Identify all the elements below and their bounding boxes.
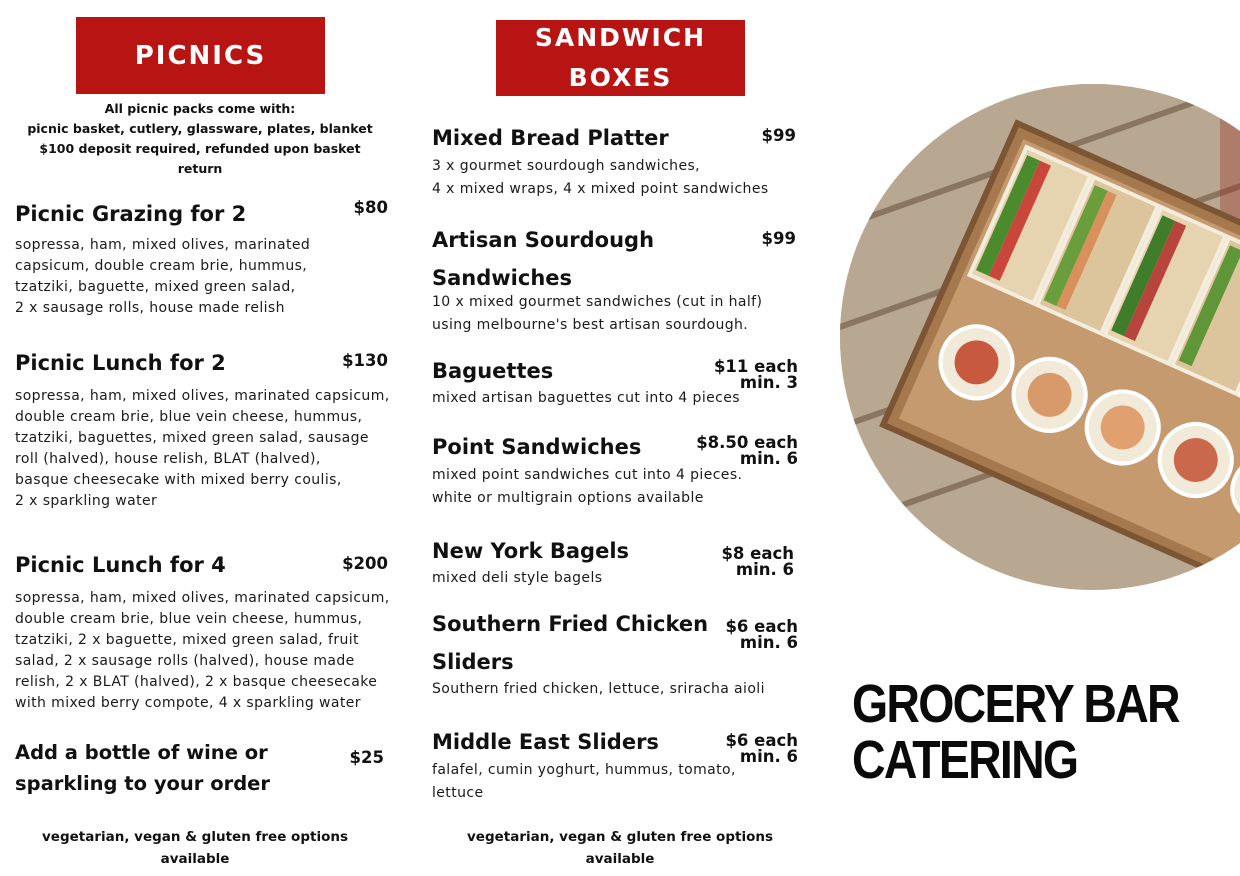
desc-line: mixed point sandwiches cut into 4 pieces. bbox=[432, 467, 743, 483]
desc-line: 3 x gourmet sourdough sandwiches, bbox=[432, 158, 700, 174]
desc-line: tzatziki, baguettes, mixed green salad, sausage bbox=[15, 430, 369, 446]
item-description bbox=[432, 464, 800, 510]
picnics-intro-line: picnic basket, cutlery, glassware, plates, blanket bbox=[27, 121, 373, 136]
sandwich-box-photo bbox=[840, 84, 1240, 590]
item-price bbox=[696, 435, 798, 467]
item-title bbox=[432, 221, 800, 297]
desc-line: with mixed berry compote, 4 x sparkling water bbox=[15, 695, 361, 711]
item-price: $99 bbox=[761, 126, 796, 145]
menu-item-artisan-sourdough bbox=[432, 221, 800, 337]
desc-line: sopressa, ham, mixed olives, marinated bbox=[15, 237, 311, 253]
price-line: min. 3 bbox=[739, 373, 798, 392]
desc-line: sopressa, ham, mixed olives, marinated capsicum, bbox=[15, 388, 390, 404]
menu-item-southern-fried-chicken-sliders bbox=[432, 605, 800, 700]
footnote-line: available bbox=[585, 851, 655, 867]
price-line: $8 each bbox=[721, 544, 794, 563]
desc-line: basque cheesecake with mixed berry coulis, bbox=[15, 472, 342, 488]
menu-item-picnic-lunch-2 bbox=[15, 344, 390, 512]
title-line: sparkling to your order bbox=[15, 772, 271, 795]
item-title: Baguettes bbox=[432, 359, 554, 383]
item-price: $99 bbox=[761, 229, 796, 248]
item-price bbox=[714, 359, 798, 391]
menu-item-picnic-grazing-2 bbox=[15, 195, 390, 319]
item-description bbox=[432, 155, 800, 201]
item-price bbox=[725, 619, 798, 651]
brand-wordmark bbox=[852, 676, 1179, 788]
item-price: $80 bbox=[353, 198, 388, 217]
item-price bbox=[721, 546, 794, 578]
desc-line: tzatziki, 2 x baguette, mixed green salad, fruit bbox=[15, 632, 359, 648]
item-description bbox=[432, 291, 800, 337]
desc-line: falafel, cumin yoghurt, hummus, tomato, bbox=[432, 762, 736, 778]
desc-line: tzatziki, baguette, mixed green salad, bbox=[15, 279, 296, 295]
price-line: min. 6 bbox=[735, 560, 794, 579]
sandwich-box-illustration bbox=[840, 84, 1240, 590]
item-title: Picnic Grazing for 2 bbox=[15, 202, 247, 226]
title-line: Sliders bbox=[432, 650, 514, 674]
price-line: $11 each bbox=[713, 357, 798, 376]
desc-line: roll (halved), house relish, BLAT (halved), bbox=[15, 451, 321, 467]
item-title: Mixed Bread Platter bbox=[432, 126, 669, 150]
sandwich-boxes-heading-banner bbox=[496, 20, 745, 96]
title-line: Add a bottle of wine or bbox=[15, 741, 268, 764]
desc-line: lettuce bbox=[432, 785, 484, 801]
desc-line: double cream brie, blue vein cheese, hummus, bbox=[15, 409, 363, 425]
sandwich-heading-line: SANDWICH bbox=[534, 23, 707, 52]
desc-line: 2 x sausage rolls, house made relish bbox=[15, 300, 285, 316]
item-price: $130 bbox=[342, 351, 388, 370]
item-title: New York Bagels bbox=[432, 539, 630, 563]
desc-line: mixed deli style bagels bbox=[432, 570, 603, 586]
menu-item-middle-east-sliders bbox=[432, 723, 800, 805]
price-line: min. 6 bbox=[739, 449, 798, 468]
title-line: Southern Fried Chicken bbox=[432, 612, 709, 636]
price-line: $6 each bbox=[725, 617, 798, 636]
picnics-footnote bbox=[30, 826, 360, 870]
desc-line: Southern fried chicken, lettuce, sriracha aioli bbox=[432, 681, 765, 697]
sandwich-heading-line: BOXES bbox=[568, 63, 673, 92]
picnics-intro bbox=[20, 99, 380, 179]
menu-item-baguettes bbox=[432, 352, 800, 409]
title-line: Artisan Sourdough bbox=[432, 228, 655, 252]
item-title bbox=[15, 737, 390, 799]
picnics-heading-banner bbox=[76, 17, 325, 94]
item-price: $25 bbox=[349, 748, 384, 767]
desc-line: double cream brie, blue vein cheese, hummus, bbox=[15, 611, 363, 627]
desc-line: 2 x sparkling water bbox=[15, 493, 158, 509]
desc-line: 10 x mixed gourmet sandwiches (cut in half) bbox=[432, 294, 763, 310]
picnics-heading: PICNICS bbox=[134, 40, 267, 71]
picnics-intro-line: $100 deposit required, refunded upon basket return bbox=[39, 141, 361, 176]
price-line: $6 each bbox=[725, 731, 798, 750]
desc-line: relish, 2 x BLAT (halved), 2 x basque cheesecake bbox=[15, 674, 378, 690]
item-title: Picnic Lunch for 2 bbox=[15, 351, 226, 375]
picnics-intro-line: All picnic packs come with: bbox=[104, 101, 296, 116]
item-description bbox=[15, 588, 390, 714]
menu-item-mixed-bread-platter bbox=[432, 119, 800, 201]
menu-item-point-sandwiches bbox=[432, 428, 800, 510]
desc-line: sopressa, ham, mixed olives, marinated capsicum, bbox=[15, 590, 390, 606]
item-price: $200 bbox=[342, 554, 388, 573]
desc-line: white or multigrain options available bbox=[432, 490, 704, 506]
price-line: $8.50 each bbox=[696, 433, 798, 452]
item-title: Middle East Sliders bbox=[432, 730, 659, 754]
menu-item-new-york-bagels bbox=[432, 532, 800, 589]
footnote-line: available bbox=[160, 851, 230, 867]
desc-line: 4 x mixed wraps, 4 x mixed point sandwiches bbox=[432, 181, 769, 197]
brand-line: GROCERY BAR bbox=[852, 674, 1179, 734]
menu-item-picnic-lunch-4 bbox=[15, 546, 390, 714]
sandwich-footnote bbox=[455, 826, 785, 870]
item-title: Picnic Lunch for 4 bbox=[15, 553, 226, 577]
item-price bbox=[725, 733, 798, 765]
price-line: min. 6 bbox=[739, 747, 798, 766]
desc-line: mixed artisan baguettes cut into 4 pieces bbox=[432, 390, 740, 406]
footnote-line: vegetarian, vegan & gluten free options bbox=[467, 829, 773, 845]
menu-item-wine-addon bbox=[15, 737, 390, 799]
desc-line: salad, 2 x sausage rolls (halved), house made bbox=[15, 653, 355, 669]
item-description bbox=[432, 679, 800, 700]
item-description bbox=[15, 386, 390, 512]
desc-line: capsicum, double cream brie, hummus, bbox=[15, 258, 308, 274]
footnote-line: vegetarian, vegan & gluten free options bbox=[42, 829, 348, 845]
item-description bbox=[15, 235, 390, 319]
brand-line: CATERING bbox=[852, 730, 1078, 790]
desc-line: using melbourne's best artisan sourdough. bbox=[432, 317, 749, 333]
price-line: min. 6 bbox=[739, 633, 798, 652]
item-title: Point Sandwiches bbox=[432, 435, 642, 459]
title-line: Sandwiches bbox=[432, 266, 573, 290]
